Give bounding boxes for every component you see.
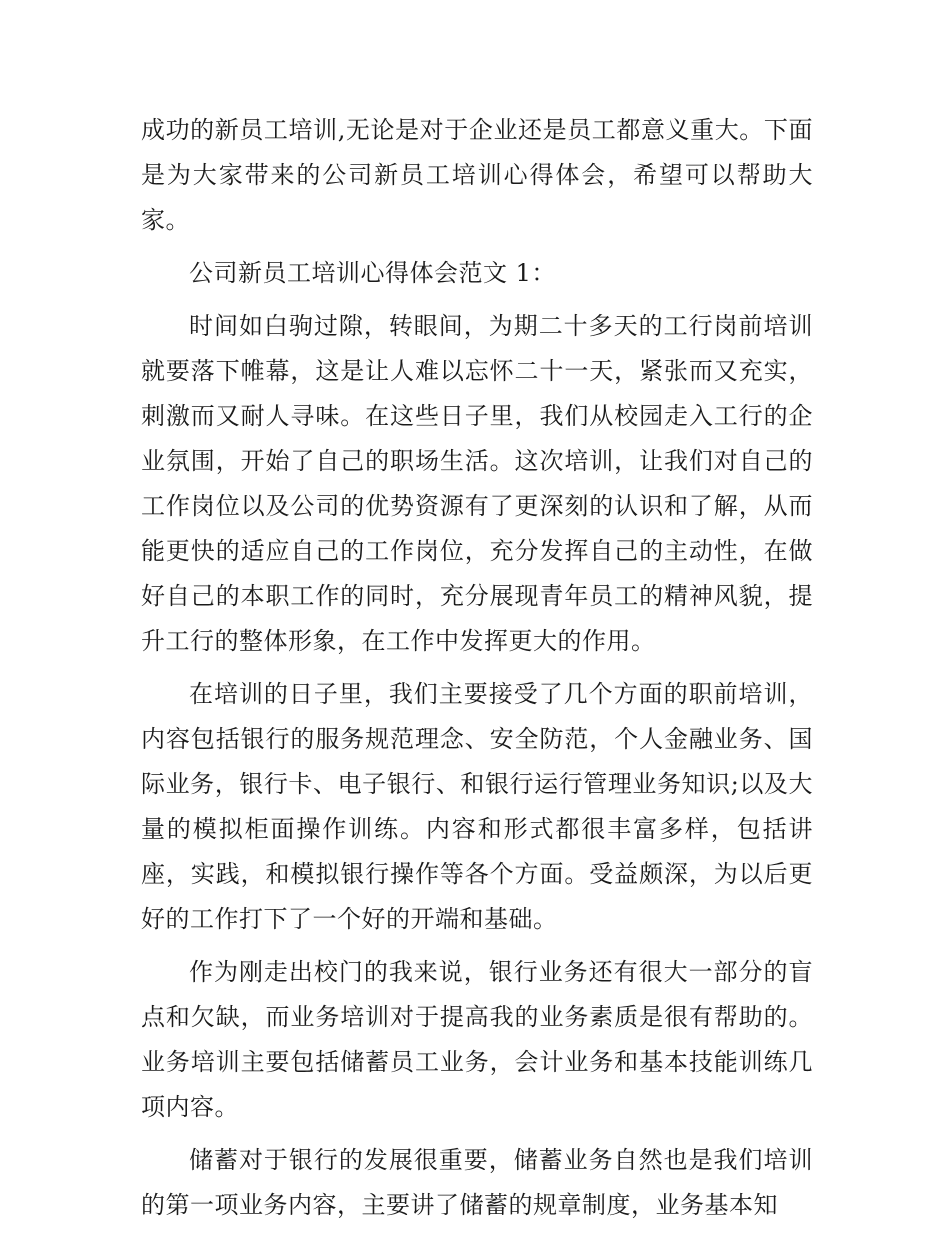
intro-paragraph: 成功的新员工培训,无论是对于企业还是员工都意义重大。下面是为大家带来的公司新员工培训心得体会，希望可以帮助大家。: [141, 116, 813, 234]
body-paragraph: 作为刚走出校门的我来说，银行业务还有很大一部分的盲点和欠缺，而业务培训对于提高我的业务素质是很有帮助的。业务培训主要包括储蓄员工业务，会计业务和基本技能训练几项内容。: [141, 958, 813, 1121]
body-paragraph: 在培训的日子里，我们主要接受了几个方面的职前培训，内容包括银行的服务规范理念、安全防范，个人金融业务、国际业务，银行卡、电子银行、和银行运行管理业务知识;以及大量的模拟柜面操作训练。内容和形式都很丰富多样，包括讲座，实践，和模拟银行操作等各个方面。受益颇深，为以后更好的工作打下了一个好的开端和基础。: [141, 680, 813, 933]
body-paragraph: 时间如白驹过隙，转眼间，为期二十多天的工行岗前培训就要落下帷幕，这是让人难以忘怀二十一天，紧张而又充实，刺激而又耐人寻味。在这些日子里，我们从校园走入工行的企业氛围，开始了自己的职场生活。这次培训，让我们对自己的工作岗位以及公司的优势资源有了更深刻的认识和了解，从而能更快的适应自己的工作岗位，充分发挥自己的主动性，在做好自己的本职工作的同时，充分展现青年员工的精神风貌，提升工行的整体形象，在工作中发挥更大的作用。: [141, 312, 813, 655]
document-body: [141, 108, 813, 1236]
body-paragraph: 储蓄对于银行的发展很重要，储蓄业务自然也是我们培训的第一项业务内容，主要讲了储蓄的规章制度，业务基本知: [141, 1146, 813, 1219]
section-heading: 公司新员工培训心得体会范文 1：: [189, 259, 556, 287]
